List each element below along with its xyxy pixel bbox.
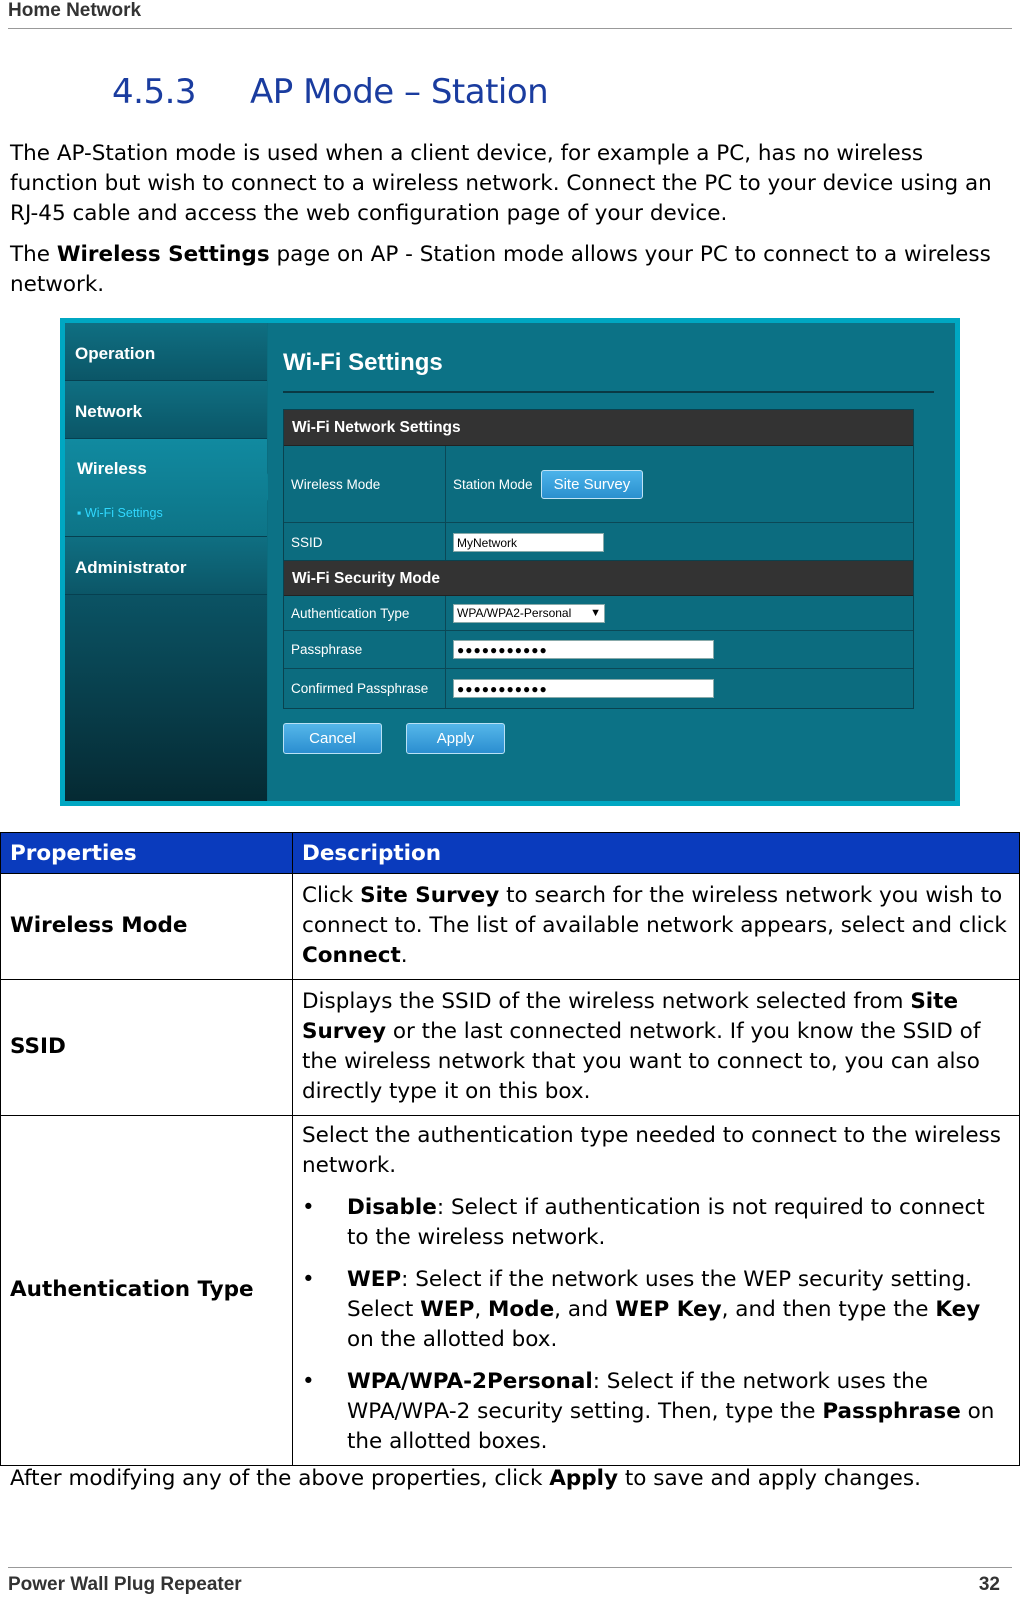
list-item-text	[347, 1265, 1010, 1355]
outro-paragraph	[10, 1464, 1000, 1494]
auth-type-value	[447, 596, 913, 630]
text-run: After modifying any of the above properties, click	[10, 1466, 550, 1491]
list-item	[302, 1367, 1010, 1457]
intro-paragraph-1: The AP-Station mode is used when a client device, for example a PC, has no wireless function but wish to connect to a wireless network. Connect the PC to your device using an RJ-45 cable and access the web configuration page of your device.	[10, 141, 992, 226]
wep-term: WEP	[420, 1297, 475, 1322]
text-run: , and then type the	[721, 1297, 936, 1322]
sidebar-subitem-label: Wi-Fi Settings	[84, 506, 163, 520]
apply-button[interactable]: Apply	[406, 723, 505, 754]
text-run: The	[10, 242, 57, 267]
text-run: to search for the wireless network you wish to connect to. The list of available network appears, select and click	[302, 883, 1007, 938]
text-run: to save and apply changes.	[618, 1466, 921, 1491]
page-number: 32	[978, 1574, 1000, 1595]
network-settings-header: Wi-Fi Network Settings	[284, 410, 913, 446]
auth-type-label: Authentication Type	[284, 596, 446, 630]
sidebar-item-wireless[interactable]	[65, 439, 267, 537]
bullet-icon: •	[302, 1195, 315, 1220]
site-survey-term: Site Survey	[360, 883, 500, 908]
property-description	[293, 874, 1020, 980]
list-item	[302, 1193, 1010, 1253]
settings-content	[268, 323, 955, 801]
station-mode-text: Station Mode	[453, 476, 533, 492]
ssid-row	[284, 523, 913, 562]
section-heading: AP Mode – Station	[250, 72, 549, 112]
footer-divider	[8, 1567, 1012, 1568]
section-number: 4.5.3	[112, 72, 197, 112]
list-item-text	[347, 1367, 1010, 1457]
passphrase-value	[447, 631, 913, 668]
confirm-passphrase-row	[284, 669, 913, 708]
wifi-settings-screenshot	[60, 318, 960, 806]
text-run: , and	[554, 1297, 616, 1322]
wireless-settings-term: Wireless Settings	[56, 242, 270, 267]
text-run: : Select if the network uses the WPA/WPA-2 security setting. Then, type the	[347, 1369, 928, 1424]
property-description	[293, 980, 1020, 1116]
footer-product-name: Power Wall Plug Repeater	[8, 1574, 242, 1595]
page-header: Home Network	[8, 0, 142, 21]
text-run: : Select if authentication is not required to connect to the wireless network.	[347, 1195, 985, 1250]
text-run: or the last connected network. If you know the SSID of the wireless network that you want to connect to, you can also directly type it on this box.	[302, 1019, 981, 1104]
sidebar-item-wireless-label: Wireless	[77, 459, 147, 478]
passphrase-label: Passphrase	[284, 631, 446, 668]
table-row	[1, 874, 1020, 980]
wpa-term: WPA/WPA-2Personal	[347, 1369, 593, 1394]
disable-term: Disable	[347, 1195, 437, 1220]
text-run: .	[400, 943, 408, 968]
table-row	[1, 980, 1020, 1116]
sidebar-item-network[interactable]: Network	[65, 381, 267, 439]
section-title	[112, 72, 548, 112]
mode-term: Mode	[488, 1297, 555, 1322]
confirm-passphrase-label: Confirmed Passphrase	[284, 669, 446, 708]
sidebar	[65, 323, 267, 801]
passphrase-term: Passphrase	[822, 1399, 961, 1424]
security-mode-header: Wi-Fi Security Mode	[284, 561, 913, 596]
property-description	[293, 1116, 1020, 1466]
site-survey-term: Site Survey	[302, 989, 959, 1044]
passphrase-row	[284, 631, 913, 669]
wireless-mode-label: Wireless Mode	[284, 446, 446, 522]
security-mode-panel	[283, 560, 914, 709]
property-name: Authentication Type	[1, 1116, 293, 1466]
bullet-icon: •	[302, 1369, 315, 1394]
chevron-down-icon: ▼	[590, 607, 601, 619]
text-run: ,	[474, 1297, 489, 1322]
text-run: : Select if the network uses the WEP security setting. Select	[347, 1267, 972, 1322]
list-item	[302, 1265, 1010, 1355]
confirm-passphrase-value	[447, 669, 913, 708]
cancel-button[interactable]: Cancel	[283, 723, 382, 754]
wifi-settings-title: Wi-Fi Settings	[283, 349, 443, 376]
site-survey-button[interactable]: Site Survey	[541, 470, 644, 499]
title-divider	[283, 391, 934, 393]
wep-key-term: WEP Key	[615, 1297, 722, 1322]
wireless-mode-row	[284, 446, 913, 523]
passphrase-input[interactable]: ●●●●●●●●●●●	[453, 640, 714, 659]
property-name: Wireless Mode	[1, 874, 293, 980]
text-run: on the allotted boxes.	[347, 1399, 995, 1454]
ssid-input[interactable]: MyNetwork	[453, 533, 604, 552]
table-row	[1, 1116, 1020, 1466]
text-run: Displays the SSID of the wireless network selected from	[302, 989, 911, 1014]
wep-term: WEP	[347, 1267, 402, 1292]
network-settings-panel	[283, 409, 914, 563]
auth-intro: Select the authentication type needed to connect to the wireless network.	[302, 1123, 1001, 1178]
auth-type-selected: WPA/WPA2-Personal	[457, 606, 572, 620]
auth-type-select[interactable]	[453, 604, 605, 623]
ssid-label: SSID	[284, 523, 446, 562]
header-divider	[8, 28, 1012, 29]
confirm-passphrase-input[interactable]: ●●●●●●●●●●●	[453, 679, 714, 698]
sidebar-item-operation[interactable]: Operation	[65, 323, 267, 381]
bullet-icon: •	[302, 1267, 315, 1292]
text-run: on the allotted box.	[347, 1327, 558, 1352]
sidebar-subitem-wifi-settings[interactable]: ▪ Wi-Fi Settings	[77, 506, 163, 520]
text-run: page on AP - Station mode allows your PC to connect to a wireless network.	[10, 242, 991, 297]
sidebar-filler	[65, 595, 267, 801]
wireless-mode-value	[447, 446, 913, 522]
text-run: Click	[302, 883, 361, 908]
auth-type-row	[284, 596, 913, 631]
property-name: SSID	[1, 980, 293, 1116]
ssid-value	[447, 523, 913, 562]
list-item-text	[347, 1193, 1010, 1253]
connect-term: Connect	[302, 943, 401, 968]
apply-term: Apply	[549, 1466, 619, 1491]
sidebar-item-administrator[interactable]: Administrator	[65, 537, 267, 595]
properties-table	[0, 832, 1020, 1466]
col-header-description: Description	[293, 833, 1020, 874]
col-header-properties: Properties	[1, 833, 293, 874]
table-header-row	[1, 833, 1020, 874]
intro-paragraph-2	[10, 240, 1000, 300]
key-term: Key	[935, 1297, 981, 1322]
